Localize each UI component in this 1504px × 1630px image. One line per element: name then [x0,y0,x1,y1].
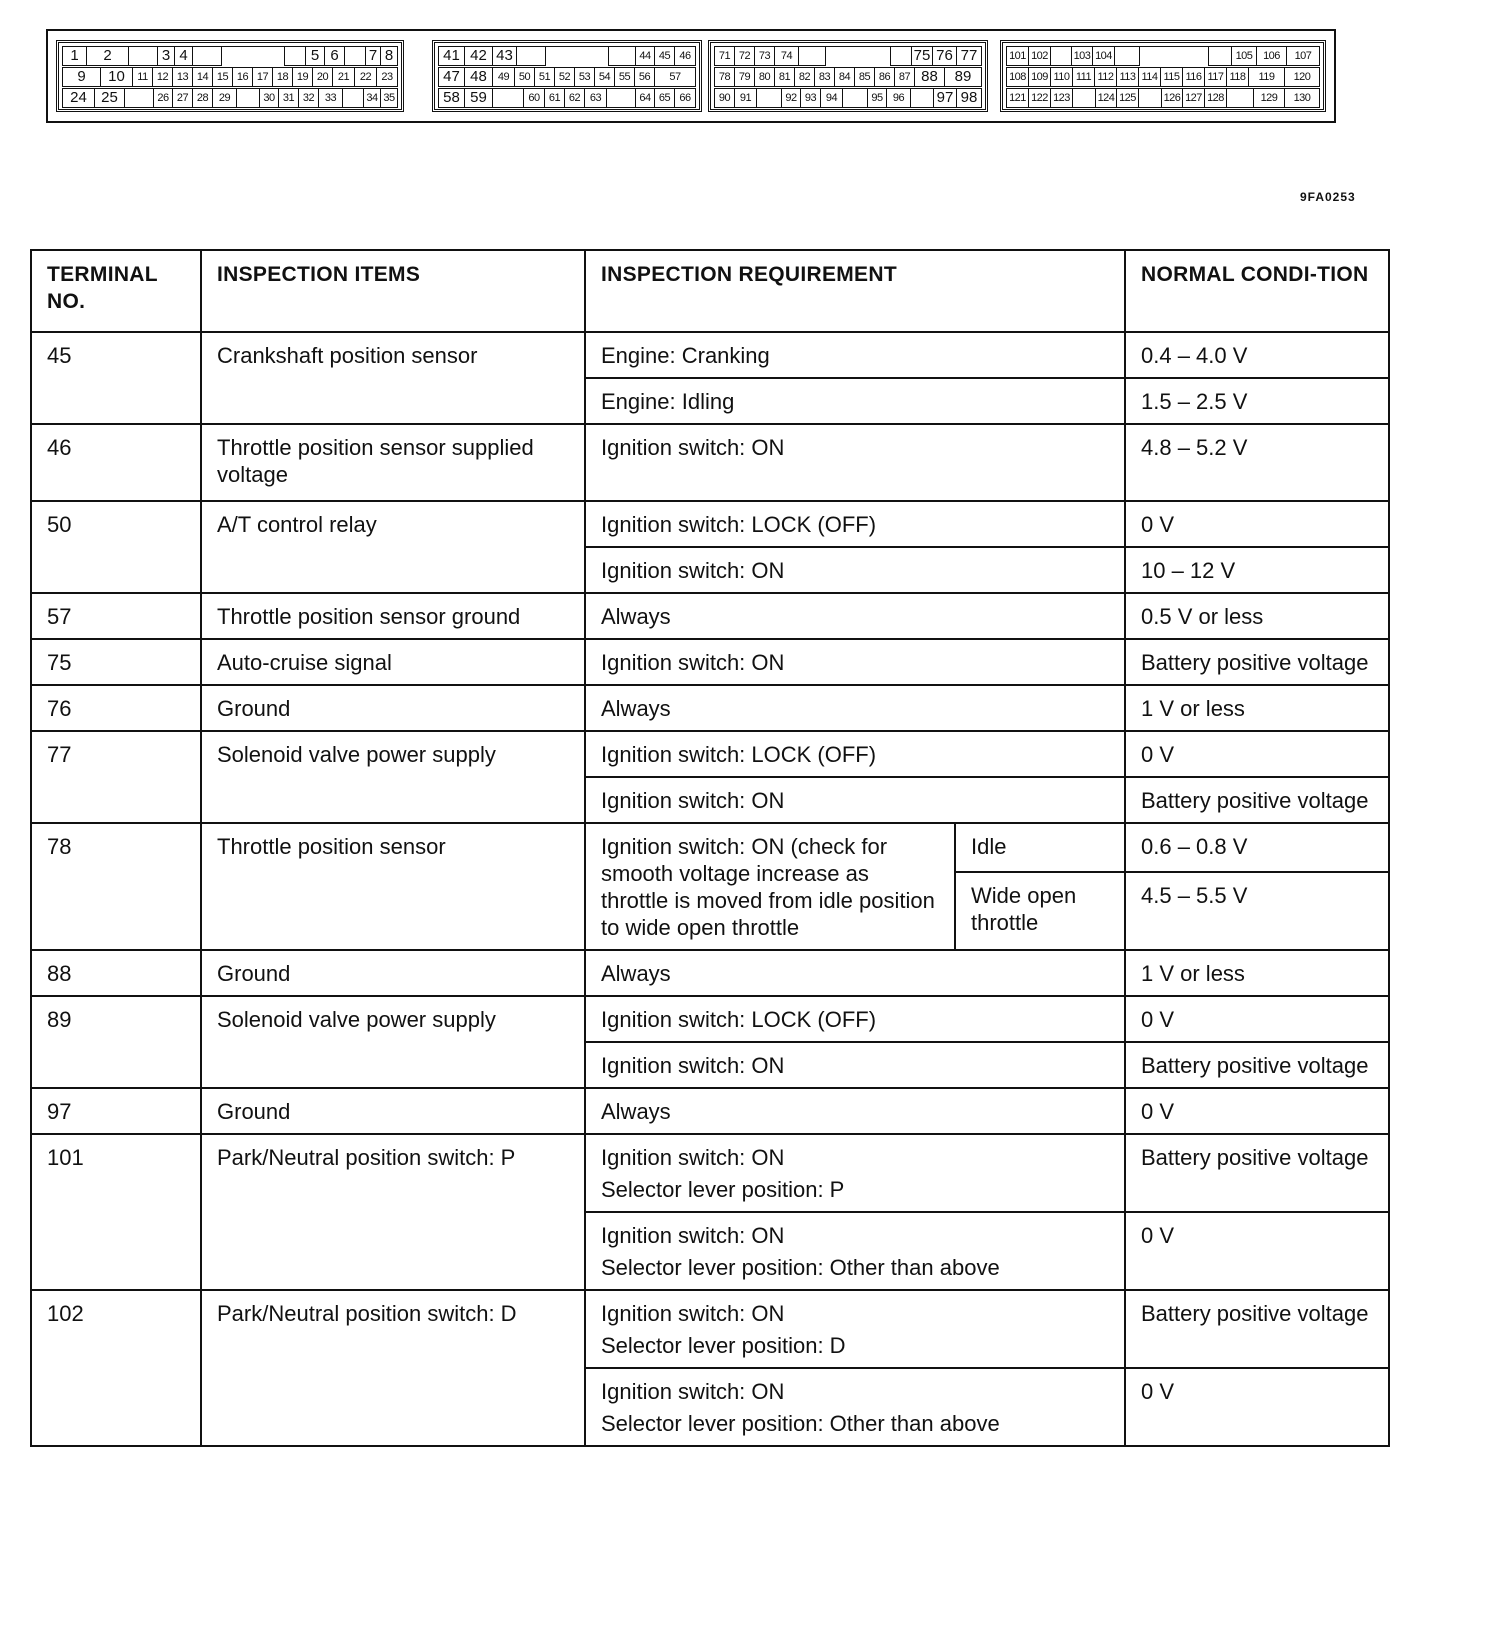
pin-row [438,67,696,87]
pin: 20 [313,68,333,86]
item-cell: Park/Neutral position switch: P [201,1134,585,1290]
pin: 102 [1029,47,1051,65]
pin-row [1006,46,1320,66]
requirement-cell: Ignition switch: LOCK (OFF) [585,996,1125,1042]
pin: 21 [333,68,355,86]
normal-cell: 0 V [1125,996,1389,1042]
item-cell: Throttle position sensor supplied voltage [201,424,585,501]
pin: 34 [363,89,381,107]
pin: 90 [715,89,735,107]
normal-cell: 10 – 12 V [1125,547,1389,593]
pin: 87 [895,68,915,86]
item-cell: Auto-cruise signal [201,639,585,685]
pin-row [714,46,982,66]
table-row [31,996,1389,1042]
terminal-cell: 101 [31,1134,201,1290]
pin: 5 [305,47,325,65]
table-row [31,823,1389,872]
pin: 43 [493,47,517,65]
requirement-cell: Ignition switch: ON [585,1042,1125,1088]
requirement-cell: Ignition switch: ON [585,639,1125,685]
pin: 83 [815,68,835,86]
pin: 78 [715,68,735,86]
pin: 75 [911,47,933,65]
pin: 2 [87,47,129,65]
pin: 24 [63,89,95,107]
normal-cell: 0 V [1125,501,1389,547]
pin: 61 [545,89,565,107]
pin: 50 [515,68,535,86]
pin: 65 [655,89,675,107]
item-cell: Solenoid valve power supply [201,996,585,1088]
requirement-line: Ignition switch: ON [601,1223,785,1248]
normal-cell: 0 V [1125,731,1389,777]
pin: 77 [960,47,978,64]
pin: 117 [1205,68,1227,86]
pin: 120 [1293,71,1311,83]
pin: 44 [635,47,655,65]
pin: 47 [439,68,465,86]
connector-block-1 [56,40,404,112]
sub-condition-cell: Wide open throttle [955,872,1125,950]
pin: 94 [821,89,843,107]
pin: 130 [1293,92,1311,104]
connector-key [545,46,609,66]
item-cell: Throttle position sensor [201,823,585,950]
pin: 59 [465,89,493,107]
normal-cell: Battery positive voltage [1125,777,1389,823]
normal-cell: 1 V or less [1125,685,1389,731]
pin: 73 [755,47,775,65]
pin: 76 [933,47,957,65]
pin: 56 [635,68,655,86]
figure-code: 9FA0253 [1300,190,1356,204]
pin-row [714,88,982,108]
pin: 64 [635,89,655,107]
normal-cell: Battery positive voltage [1125,1290,1389,1368]
pin: 116 [1183,68,1205,86]
pin: 7 [365,47,381,65]
table-row [31,685,1389,731]
pin: 3 [157,47,175,65]
connector-key [1139,46,1209,66]
terminal-cell: 102 [31,1290,201,1446]
requirement-cell [585,1368,1125,1446]
pin: 121 [1007,89,1029,107]
pin: 17 [253,68,273,86]
header-requirement: INSPECTION REQUIREMENT [585,250,1125,332]
normal-cell: 0 V [1125,1088,1389,1134]
pin: 62 [565,89,585,107]
pin: 122 [1029,89,1051,107]
pin-row [62,46,398,66]
pin: 48 [465,68,493,86]
connector-key [825,46,891,66]
pin: 46 [679,50,691,62]
requirement-cell: Always [585,1088,1125,1134]
table-row [31,593,1389,639]
requirement-line: Ignition switch: ON [601,1301,785,1326]
pin-row [1006,67,1320,87]
table-header-row [31,250,1389,332]
table-row [31,424,1389,501]
pin-row [62,88,398,108]
requirement-cell: Ignition switch: ON [585,777,1125,823]
pin: 79 [735,68,755,86]
table-row [31,639,1389,685]
pin: 28 [193,89,213,107]
table-row [31,950,1389,996]
connector-block-3 [708,40,988,112]
pin-row [1006,88,1320,108]
requirement-cell: Ignition switch: ON [585,547,1125,593]
item-cell: Ground [201,1088,585,1134]
pin: 72 [735,47,755,65]
normal-cell: Battery positive voltage [1125,1042,1389,1088]
terminal-cell: 97 [31,1088,201,1134]
table-row [31,1134,1389,1212]
terminal-cell: 57 [31,593,201,639]
item-cell: Ground [201,685,585,731]
pin: 58 [439,89,465,107]
terminal-cell: 46 [31,424,201,501]
pin: 55 [615,68,635,86]
requirement-line: Selector lever position: Other than above [601,1255,1000,1280]
requirement-cell: Engine: Cranking [585,332,1125,378]
pin: 107 [1294,50,1312,62]
pin: 103 [1071,47,1093,65]
pin: 1 [63,47,87,65]
pin: 51 [535,68,555,86]
requirement-line: Ignition switch: ON [601,1379,785,1404]
pin: 97 [933,89,957,107]
pin: 33 [319,89,343,107]
pin: 110 [1051,68,1073,86]
pin: 54 [595,68,615,86]
pin: 14 [193,68,213,86]
requirement-cell [585,1290,1125,1368]
header-items: INSPECTION ITEMS [201,250,585,332]
pin: 31 [279,89,299,107]
pin: 109 [1029,68,1051,86]
pin: 10 [101,68,133,86]
requirement-line: Selector lever position: D [601,1333,846,1358]
pin: 81 [775,68,795,86]
pin: 30 [259,89,279,107]
pin-row [714,67,982,87]
pin: 84 [835,68,855,86]
pin: 98 [960,89,978,106]
pin: 32 [299,89,319,107]
pin: 80 [755,68,775,86]
normal-cell: 1.5 – 2.5 V [1125,378,1389,424]
item-cell: Crankshaft position sensor [201,332,585,424]
requirement-cell [585,1134,1125,1212]
requirement-line: Selector lever position: Other than above [601,1411,1000,1436]
normal-cell: Battery positive voltage [1125,639,1389,685]
normal-cell: 0.5 V or less [1125,593,1389,639]
terminal-cell: 75 [31,639,201,685]
pin: 74 [775,47,799,65]
pin: 114 [1139,68,1161,86]
pin: 42 [465,47,493,65]
requirement-cell: Ignition switch: LOCK (OFF) [585,731,1125,777]
pin: 27 [173,89,193,107]
pin: 52 [555,68,575,86]
pin: 45 [655,47,675,65]
pin: 92 [781,89,801,107]
pin-row [438,88,696,108]
pin-row [438,46,696,66]
pin: 85 [855,68,875,86]
pin: 16 [233,68,253,86]
pin: 118 [1227,68,1249,86]
requirement-cell: Always [585,593,1125,639]
pin: 88 [915,68,945,86]
pin-row [62,67,398,87]
pin: 89 [954,68,972,85]
requirement-cell: Ignition switch: ON (check for smooth voltage increase as throttle is moved from idle position to wide open throttle [585,823,955,950]
requirement-cell: Ignition switch: ON [585,424,1125,501]
normal-cell: 4.8 – 5.2 V [1125,424,1389,501]
requirement-line: Ignition switch: ON [601,1145,785,1170]
pin: 49 [493,68,515,86]
pin: 22 [355,68,377,86]
pin: 29 [213,89,237,107]
pin: 12 [153,68,173,86]
terminal-cell: 78 [31,823,201,950]
pin: 11 [133,68,153,86]
header-terminal: TERMINAL NO. [31,250,201,332]
pin: 23 [381,71,393,83]
pin: 129 [1253,89,1285,107]
pin: 13 [173,68,193,86]
pin: 123 [1051,89,1073,107]
pin: 108 [1007,68,1029,86]
item-cell: Park/Neutral position switch: D [201,1290,585,1446]
table-row [31,501,1389,547]
pin: 25 [95,89,125,107]
table-row [31,1290,1389,1368]
requirement-cell: Always [585,950,1125,996]
connector-block-4 [1000,40,1326,112]
pin: 126 [1161,89,1183,107]
connector-key [221,46,285,66]
requirement-cell: Ignition switch: LOCK (OFF) [585,501,1125,547]
item-cell: Throttle position sensor ground [201,593,585,639]
normal-cell: 0 V [1125,1212,1389,1290]
pin: 86 [875,68,895,86]
pin: 124 [1095,89,1117,107]
pin: 6 [325,47,345,65]
table-row [31,1088,1389,1134]
pin: 60 [523,89,545,107]
pin: 82 [795,68,815,86]
normal-cell: 0.4 – 4.0 V [1125,332,1389,378]
pin: 95 [867,89,887,107]
ecu-connector-diagram [46,29,1336,123]
pin: 18 [273,68,293,86]
terminal-cell: 89 [31,996,201,1088]
inspection-table [30,249,1390,1447]
pin: 9 [63,68,101,86]
pin: 113 [1117,68,1139,86]
pin: 104 [1093,47,1115,65]
terminal-cell: 50 [31,501,201,593]
table-row [31,731,1389,777]
item-cell: A/T control relay [201,501,585,593]
table-row [31,332,1389,378]
pin: 26 [153,89,173,107]
pin: 35 [383,92,395,104]
pin: 4 [175,47,193,65]
pin: 53 [575,68,595,86]
normal-cell: 1 V or less [1125,950,1389,996]
pin: 19 [293,68,313,86]
pin: 96 [887,89,911,107]
pin: 8 [384,47,394,64]
requirement-line: Selector lever position: P [601,1177,845,1202]
pin: 93 [801,89,821,107]
header-normal: NORMAL CONDI-TION [1125,250,1389,332]
item-cell: Ground [201,950,585,996]
pin: 105 [1231,47,1257,65]
pin: 111 [1073,68,1095,86]
pin: 91 [735,89,757,107]
normal-cell: 0.6 – 0.8 V [1125,823,1389,872]
pin: 125 [1117,89,1139,107]
terminal-cell: 76 [31,685,201,731]
terminal-cell: 77 [31,731,201,823]
normal-cell: Battery positive voltage [1125,1134,1389,1212]
terminal-cell: 45 [31,332,201,424]
pin: 128 [1205,89,1227,107]
pin: 127 [1183,89,1205,107]
pin: 112 [1095,68,1117,86]
item-cell: Solenoid valve power supply [201,731,585,823]
pin: 119 [1249,68,1285,86]
terminal-cell: 88 [31,950,201,996]
pin: 101 [1007,47,1029,65]
requirement-cell [585,1212,1125,1290]
normal-cell: 0 V [1125,1368,1389,1446]
requirement-cell: Always [585,685,1125,731]
connector-block-2 [432,40,702,112]
pin: 57 [669,71,681,83]
pin: 41 [439,47,465,65]
requirement-cell: Engine: Idling [585,378,1125,424]
pin: 15 [213,68,233,86]
pin: 115 [1161,68,1183,86]
pin: 66 [679,92,691,104]
pin: 63 [585,89,607,107]
pin: 71 [715,47,735,65]
pin: 106 [1257,47,1287,65]
sub-condition-cell: Idle [955,823,1125,872]
normal-cell: 4.5 – 5.5 V [1125,872,1389,950]
